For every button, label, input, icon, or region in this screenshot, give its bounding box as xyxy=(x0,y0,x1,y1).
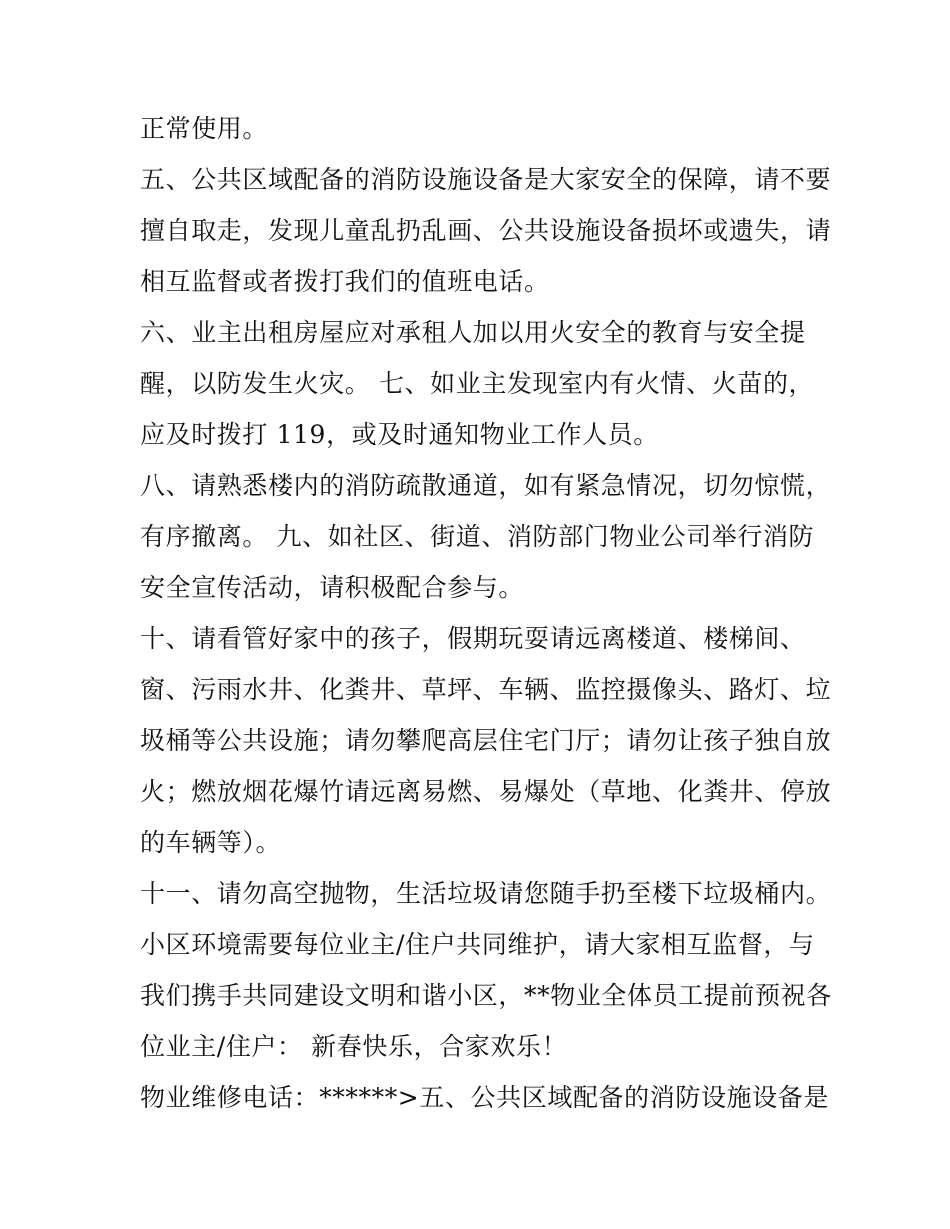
text-line: 窗、污雨水井、化粪井、草坪、车辆、监控摄像头、路灯、垃 xyxy=(140,675,832,704)
text-line: 圾桶等公共设施；请勿攀爬高层住宅门厅；请勿让孩子独自放 xyxy=(140,726,832,755)
text-line: 有序撤离。 九、如社区、街道、消防部门物业公司举行消防 xyxy=(140,522,815,551)
text-line: 安全宣传活动，请积极配合参与。 xyxy=(140,573,525,602)
text-line: 火；燃放烟花爆竹请远离易燃、易爆处（草地、化粪井、停放 xyxy=(140,777,832,806)
text-line: 十、请看管好家中的孩子，假期玩耍请远离楼道、楼梯间、 xyxy=(140,624,806,653)
text-line: 的车辆等）。 xyxy=(140,828,282,857)
text-line: 擅自取走，发现儿童乱扔乱画、公共设施设备损坏或遗失，请 xyxy=(140,216,832,245)
text-line: 小区环境需要每位业主/住户共同维护，请大家相互监督，与 xyxy=(140,930,815,959)
text-line: 六、业主出租房屋应对承租人加以用火安全的教育与安全提 xyxy=(140,318,806,347)
text-line: 应及时拨打 119，或及时通知物业工作人员。 xyxy=(140,420,659,449)
text-line: 相互监督或者拨打我们的值班电话。 xyxy=(140,267,550,296)
text-line: 我们携手共同建设文明和谐小区，**物业全体员工提前预祝各 xyxy=(140,981,832,1010)
text-line: 物业维修电话：******>五、公共区域配备的消防设施设备是 xyxy=(140,1083,829,1112)
text-line: 五、公共区域配备的消防设施设备是大家安全的保障，请不要 xyxy=(140,165,832,194)
text-line: 位业主/住户： 新春快乐，合家欢乐！ xyxy=(140,1032,568,1061)
text-line: 八、请熟悉楼内的消防疏散通道，如有紧急情况，切勿惊慌， xyxy=(140,471,832,500)
text-line: 正常使用。 xyxy=(140,114,269,143)
text-line: 醒，以防发生火灾。 七、如业主发现室内有火情、火苗的， xyxy=(140,369,815,398)
text-line: 十一、请勿高空抛物，生活垃圾请您随手扔至楼下垃圾桶内。 xyxy=(140,879,832,908)
